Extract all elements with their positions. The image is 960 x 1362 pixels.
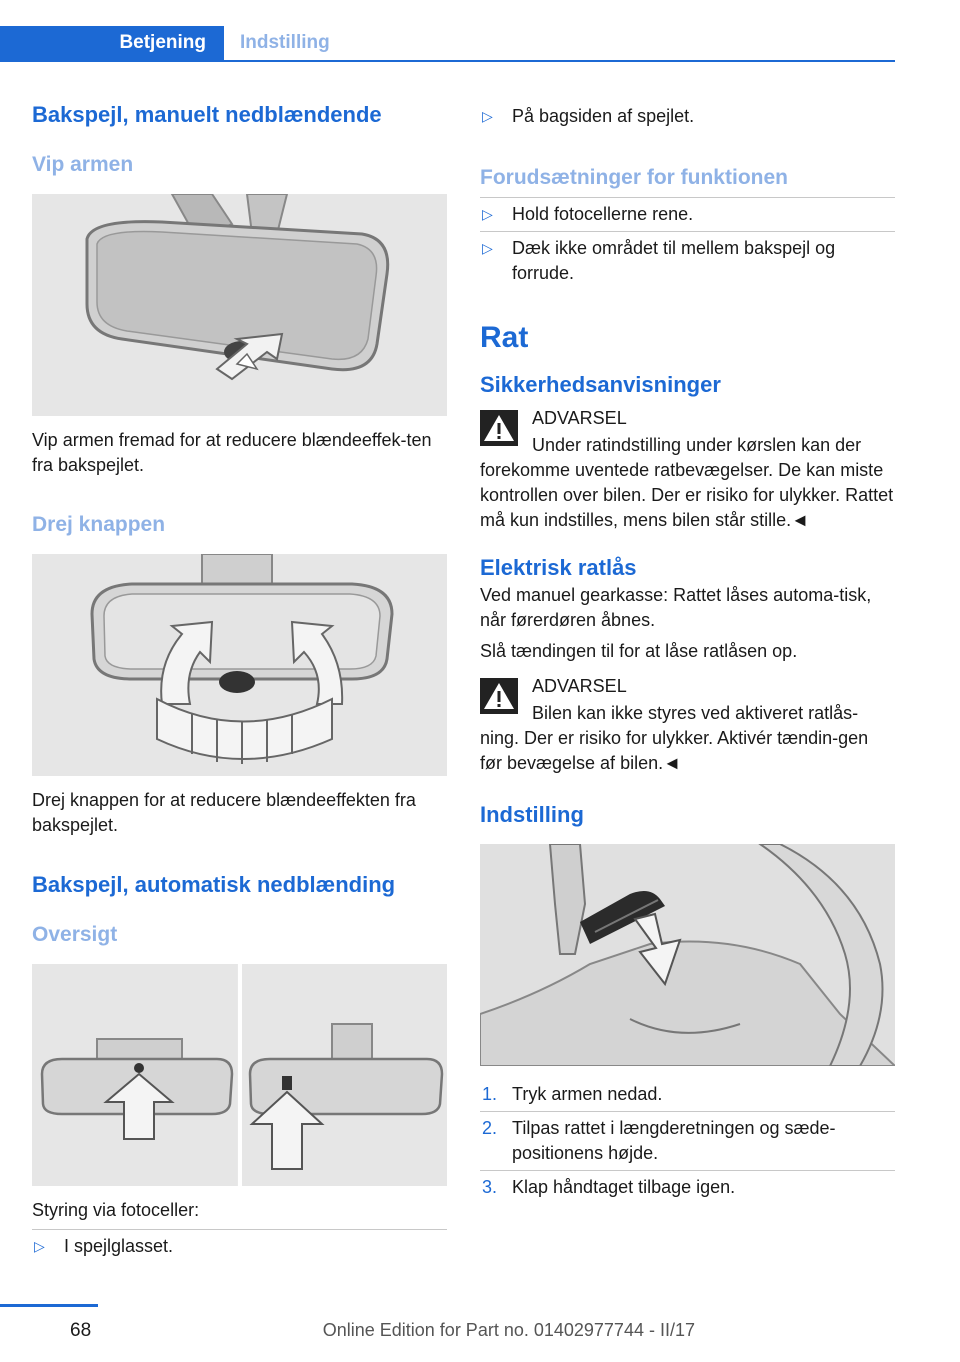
- warning-box-1: [480, 406, 895, 431]
- heading-oversigt: Oversigt: [32, 923, 118, 946]
- heading-auto-mirror: Bakspejl, automatisk nedblænding: [32, 872, 396, 897]
- triangle-bullet-icon: ▷: [482, 108, 493, 124]
- list-forudsaetninger: [480, 197, 895, 290]
- para-styring: Styring via fotoceller:: [32, 1200, 200, 1220]
- tab-betjening[interactable]: Betjening: [0, 26, 224, 60]
- heading-indstilling: Indstilling: [480, 802, 584, 827]
- figure-photocells: [32, 964, 447, 1186]
- heading-sikkerhed: Sikkerhedsanvisninger: [480, 372, 721, 397]
- figure-mirror-lever: [32, 194, 447, 416]
- warning-text-2: Bilen kan ikke styres ved aktiveret ratlås-ning. Der er risiko for ulykker. Aktivér tændin-gen før bevægelse af bilen.◄: [480, 703, 869, 773]
- warning-box-2: [480, 674, 895, 699]
- triangle-bullet-icon: ▷: [34, 1238, 45, 1254]
- header-rule: [0, 60, 895, 62]
- warning-title: ADVARSEL: [532, 676, 627, 696]
- tab-indstilling[interactable]: Indstilling: [240, 32, 330, 53]
- heading-forudsaetninger: Forudsætninger for funktionen: [480, 166, 788, 189]
- list-bagside: [480, 100, 895, 133]
- warning-text-1: Under ratindstilling under kørslen kan der forekomme uventede ratbevægelser. De kan miste kontrollen over bilen. Der er risiko for ulykker. Rattet må kun indstilles, mens bilen står stille.◄: [480, 435, 894, 530]
- list-item: 3. Klap håndtaget tilbage igen.: [480, 1170, 895, 1204]
- list-left-bullets: [32, 1229, 447, 1263]
- edition-note: Online Edition for Part no. 01402977744 - II/17: [322, 1320, 695, 1340]
- figure-steering-lever: [480, 844, 895, 1066]
- para-vip-armen: Vip armen fremad for at reducere blændeeffek-ten fra bakspejlet.: [32, 430, 432, 475]
- list-item: ▷ Dæk ikke området til mellem bakspejl og forrude.: [480, 231, 895, 290]
- figure-mirror-knob: [32, 554, 447, 776]
- list-steps: [480, 1078, 895, 1204]
- para-drej-knappen: Drej knappen for at reducere blændeeffekten fra bakspejlet.: [32, 790, 416, 835]
- header-tabs: [0, 26, 895, 62]
- list-item: 2. Tilpas rattet i længderetningen og sæde-positionens højde.: [480, 1111, 895, 1170]
- right-column: [480, 100, 895, 1204]
- para-ratlaas-2: Slå tændingen til for at låse ratlåsen op.: [480, 641, 798, 661]
- triangle-bullet-icon: ▷: [482, 206, 493, 222]
- warning-title: ADVARSEL: [532, 408, 627, 428]
- warning-triangle-icon: [480, 678, 518, 714]
- left-column: [32, 100, 447, 1263]
- warning-triangle-icon: [480, 410, 518, 446]
- list-item: ▷ På bagsiden af spejlet.: [480, 100, 895, 133]
- list-item: ▷ Hold fotocellerne rene.: [480, 197, 895, 231]
- heading-rat: Rat: [480, 321, 529, 354]
- heading-manual-mirror: Bakspejl, manuelt nedblændende: [32, 102, 382, 127]
- page-number: 68: [70, 1320, 92, 1341]
- para-ratlaas-1: Ved manuel gearkasse: Rattet låses automa-tisk, når førerdøren åbnes.: [480, 585, 872, 630]
- heading-drej-knappen: Drej knappen: [32, 513, 166, 536]
- list-item: ▷ I spejlglasset.: [32, 1229, 447, 1263]
- list-item: 1. Tryk armen nedad.: [482, 1084, 663, 1104]
- heading-vip-armen: Vip armen: [32, 153, 134, 176]
- heading-ratlaas: Elektrisk ratlås: [480, 555, 637, 580]
- footer-rule: [0, 1304, 98, 1307]
- triangle-bullet-icon: ▷: [482, 240, 493, 256]
